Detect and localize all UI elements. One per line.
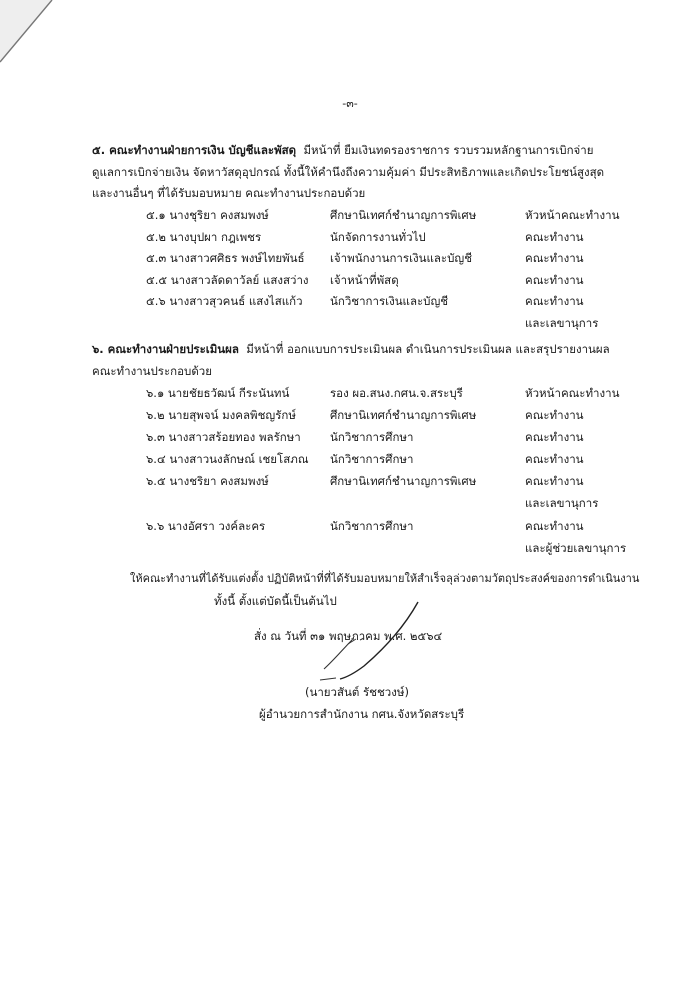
- section6-member-6-role: คณะทำงาน: [525, 519, 584, 533]
- section5-member-5-role: คณะทำงาน: [525, 294, 584, 308]
- signatory-title: ผู้อำนวยการสำนักงาน กศน.จังหวัดสระบุรี: [259, 707, 465, 721]
- section5-member-3-role: คณะทำงาน: [525, 251, 584, 265]
- section6-member-2-name: ๖.๒ นายสุพจน์ มงคลพิชญรักษ์: [146, 408, 296, 422]
- section6-member-4-role: คณะทำงาน: [525, 452, 584, 466]
- section5-line2: ดูแลการเบิกจ่ายเงิน จัดหาวัสดุอุปกรณ์ ทั้งนี้ให้คำนึงถึงความคุ้มค่า มีประสิทธิภาพและเกิดประโยชน์สูงสุด: [92, 165, 605, 179]
- section5-member-3-position: เจ้าพนักงานการเงินและบัญชี: [330, 251, 473, 265]
- section5-heading: ๕. คณะทำงานฝ่ายการเงิน บัญชีและพัสดุ: [92, 143, 297, 157]
- page-corner-fold-mark: [0, 0, 60, 70]
- section5-member-5-name: ๕.๖ นางสาวสุวคนธ์ แสงไสแก้ว: [146, 294, 303, 308]
- signatory-name: (นายวสันต์ รัชชวงษ์): [305, 685, 409, 699]
- page-number: -๓-: [342, 97, 358, 110]
- section6-member-3-position: นักวิชาการศึกษา: [330, 430, 414, 444]
- section6-line2: คณะทำงานประกอบด้วย: [92, 364, 212, 378]
- section6-member-5-position: ศึกษานิเทศก์ชำนาญการพิเศษ: [330, 474, 477, 488]
- section6-member-1-role: หัวหน้าคณะทำงาน: [525, 386, 620, 400]
- section5-member-4-name: ๕.๕ นางสาวลัดดาวัลย์ แสงสว่าง: [146, 273, 309, 287]
- section6-member-3-role: คณะทำงาน: [525, 430, 584, 444]
- section5-member-2-name: ๕.๒ นางบุปผา กฎเพชร: [146, 230, 262, 244]
- section6-member-2-position: ศึกษานิเทศก์ชำนาญการพิเศษ: [330, 408, 477, 422]
- section5-member-1-name: ๕.๑ นางชุริยา คงสมพงษ์: [146, 208, 269, 222]
- section6-member-1-name: ๖.๑ นายชัยธวัฒน์ กีระนันทน์: [146, 386, 290, 400]
- section5-member-4-role: คณะทำงาน: [525, 273, 584, 287]
- section6-member-5-role: คณะทำงาน: [525, 474, 584, 488]
- section6-line1-text: มีหน้าที่ ออกแบบการประเมินผล ดำเนินการประเมินผล และสรุปรายงานผล: [246, 342, 610, 356]
- section6-member-1-position: รอง ผอ.สนง.กศน.จ.สระบุรี: [330, 386, 463, 400]
- section5-member-2-position: นักจัดการงานทั่วไป: [330, 230, 426, 244]
- section5-member-1-role: หัวหน้าคณะทำงาน: [525, 208, 620, 222]
- section5-line1: [92, 142, 593, 158]
- section6-member-4-name: ๖.๔ นางสาวนงลักษณ์ เชยโสภณ: [146, 452, 309, 466]
- section6-member-5-name: ๖.๕ นางชริยา คงสมพงษ์: [146, 474, 269, 488]
- closing-line2: ทั้งนี้ ตั้งแต่บัดนี้เป็นต้นไป: [214, 594, 337, 608]
- section6-member-5-role2: และเลขานุการ: [525, 496, 599, 510]
- closing-line1: ให้คณะทำงานที่ได้รับแต่งตั้ง ปฏิบัติหน้าที่ที่ได้รับมอบหมายให้สำเร็จลุล่วงตามวัตถุประสงค์ของการดำเนินงาน: [130, 572, 640, 585]
- section6-member-6-role2: และผู้ช่วยเลขานุการ: [525, 541, 627, 555]
- section6-member-2-role: คณะทำงาน: [525, 408, 584, 422]
- section5-member-4-position: เจ้าหน้าที่พัสดุ: [330, 273, 399, 287]
- section6-member-6-position: นักวิชาการศึกษา: [330, 519, 414, 533]
- order-date-line: สั่ง ณ วันที่ ๓๑ พฤษภาคม พ.ศ. ๒๕๖๔: [254, 629, 443, 643]
- section6-heading: ๖. คณะทำงานฝ่ายประเมินผล: [92, 342, 239, 356]
- section5-line1-text: มีหน้าที่ ยืมเงินทดรองราชการ รวบรวมหลักฐานการเบิกจ่าย: [303, 143, 594, 157]
- section6-line1: [92, 341, 610, 357]
- section5-member-2-role: คณะทำงาน: [525, 230, 584, 244]
- section5-member-3-name: ๕.๓ นางสาวศศิธร พงษ์ไทยพันธ์: [146, 251, 305, 265]
- section6-member-3-name: ๖.๓ นางสาวสร้อยทอง พลรักษา: [146, 430, 301, 444]
- section6-member-4-position: นักวิชาการศึกษา: [330, 452, 414, 466]
- section5-line3: และงานอื่นๆ ที่ได้รับมอบหมาย คณะทำงานประกอบด้วย: [92, 186, 366, 200]
- section5-member-5-position: นักวิชาการเงินและบัญชี: [330, 294, 449, 308]
- signature-mark: [300, 600, 450, 690]
- section5-member-5-role2: และเลขานุการ: [525, 316, 599, 330]
- section5-member-1-position: ศึกษานิเทศก์ชำนาญการพิเศษ: [330, 208, 477, 222]
- section6-member-6-name: ๖.๖ นางอัศรา วงค์ละคร: [146, 519, 266, 533]
